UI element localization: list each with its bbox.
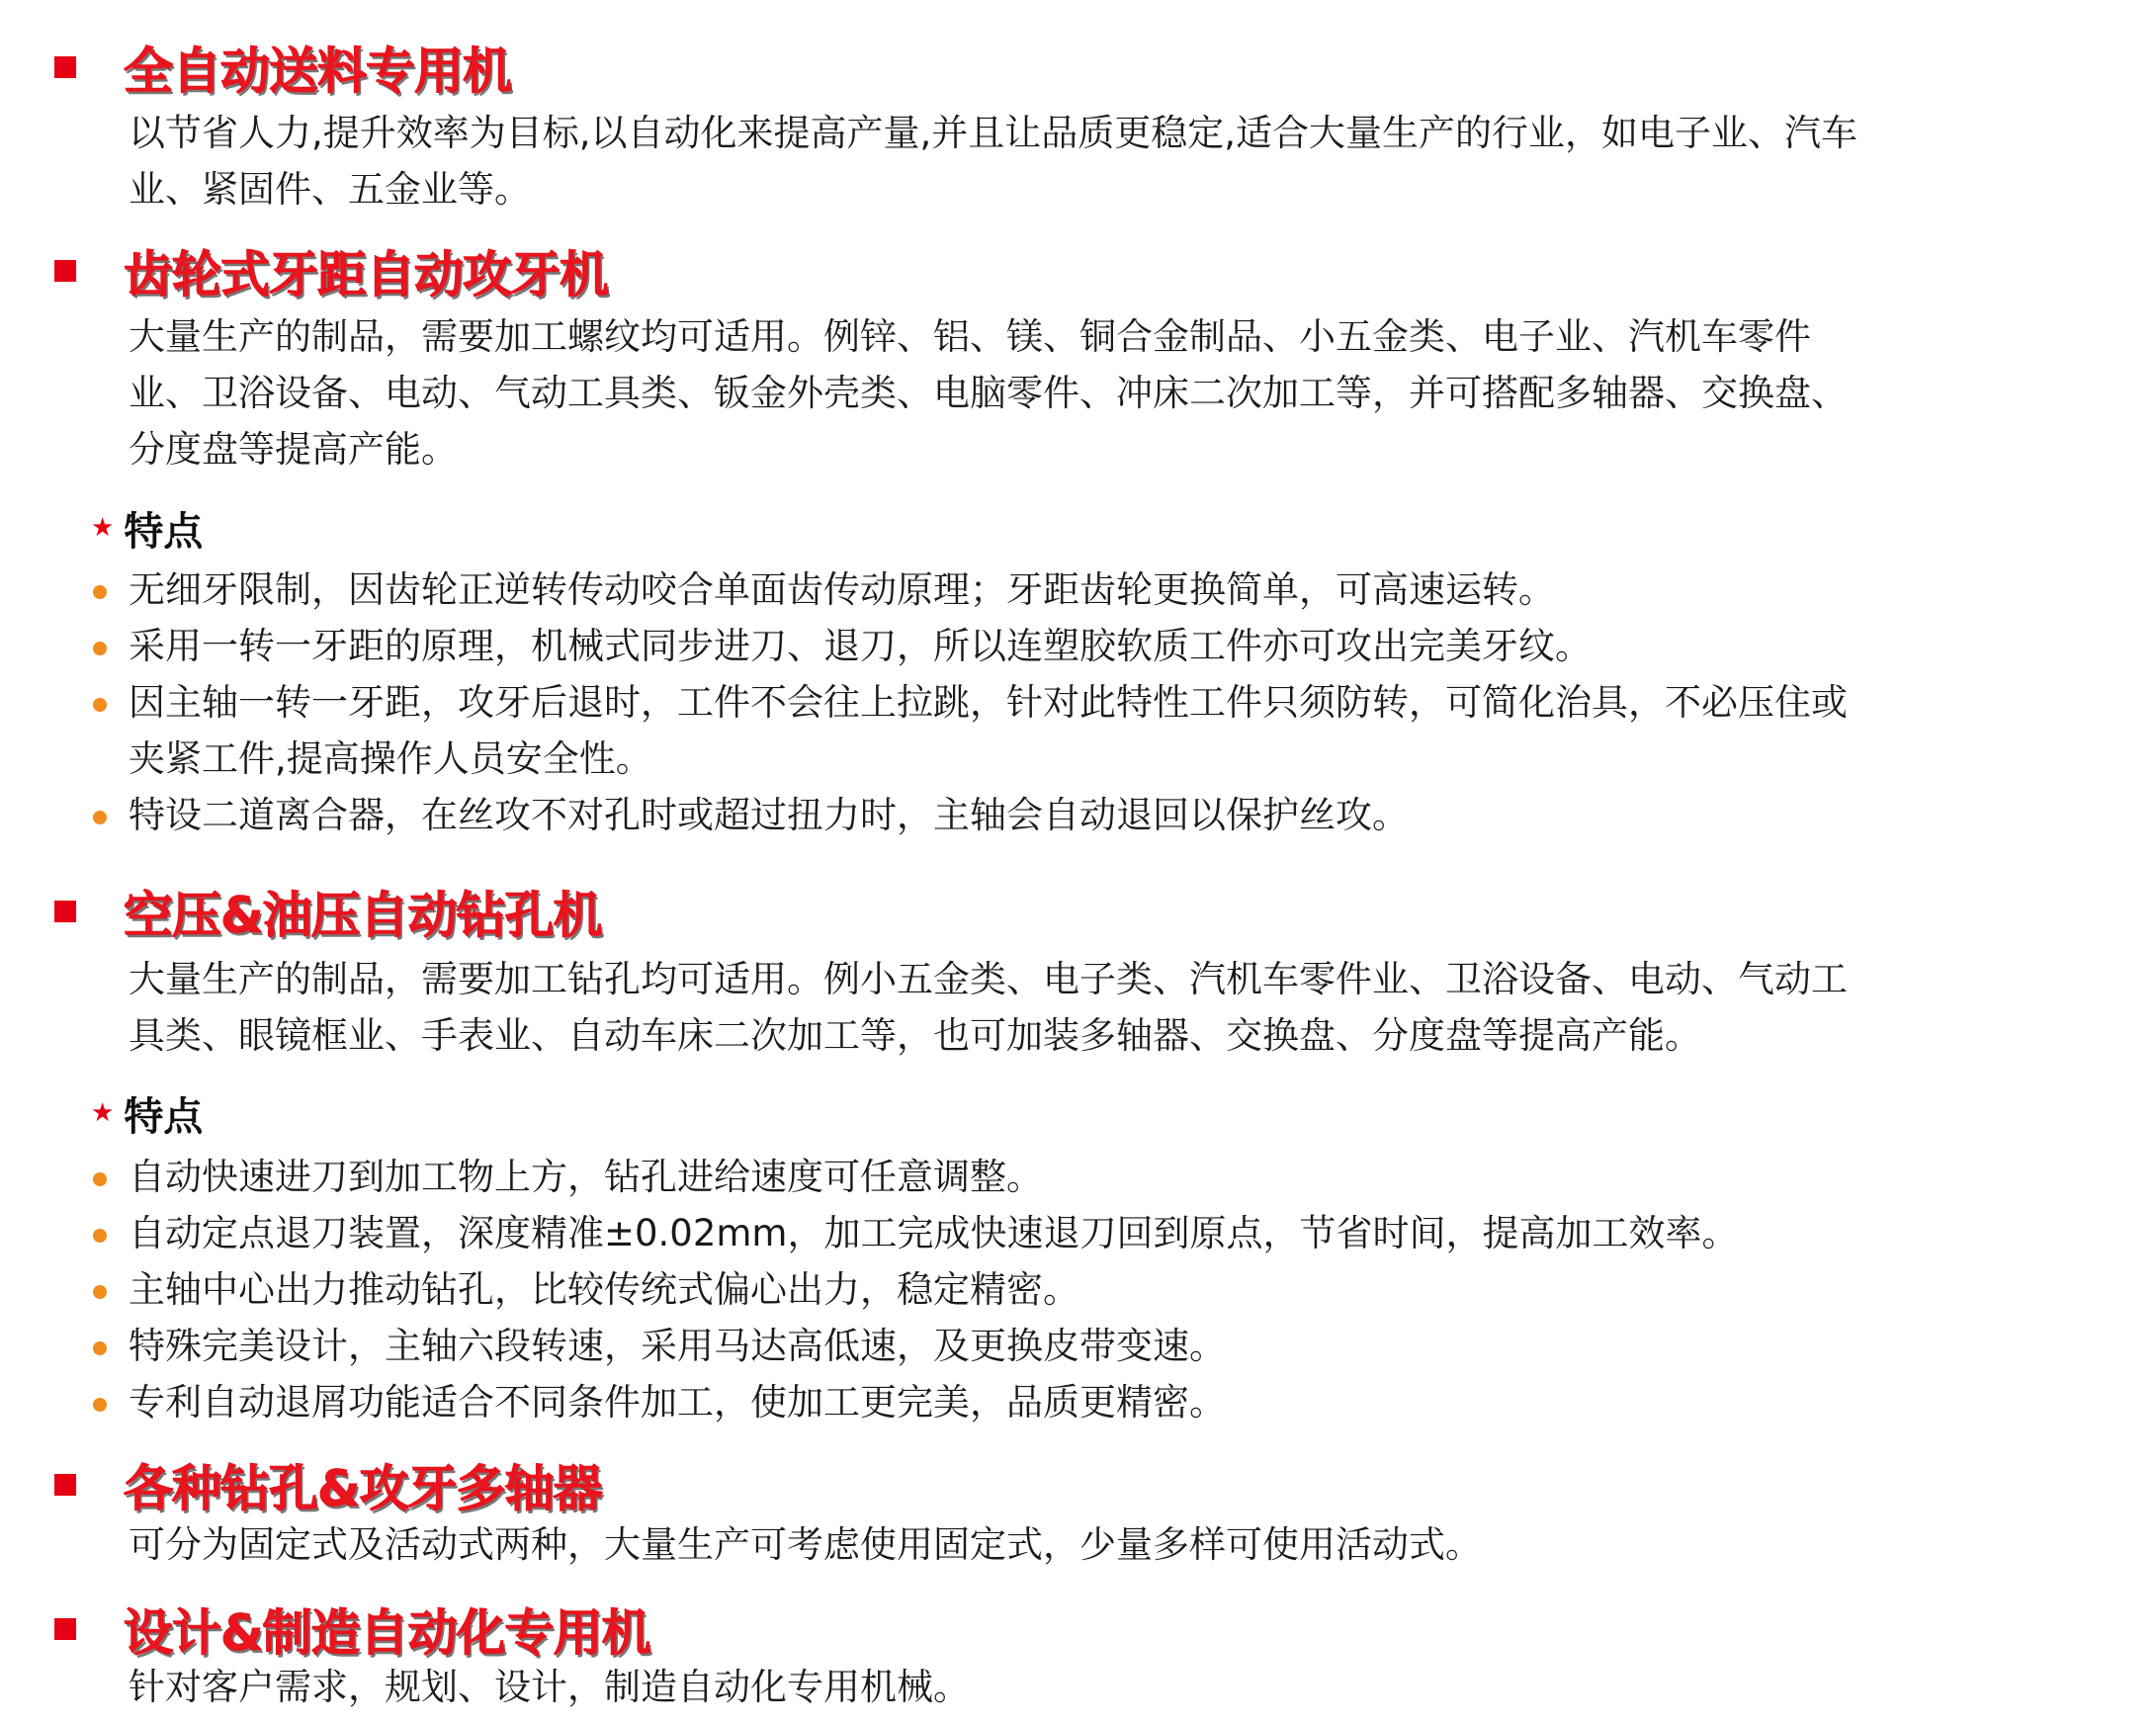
dot-bullet-icon xyxy=(93,585,107,599)
dot-bullet-icon xyxy=(93,811,107,824)
description-line: 可分为固定式及活动式两种，大量生产可考虑使用固定式，少量多样可使用活动式。 xyxy=(129,1523,1482,1566)
section-description xyxy=(129,1659,2066,1715)
section-title: 齿轮式牙距自动攻牙机 xyxy=(124,246,608,303)
features-title: 特点 xyxy=(124,508,204,555)
feature-text: 特设二道离合器，在丝攻不对孔时或超过扭力时，主轴会自动退回以保护丝攻。 xyxy=(129,794,1409,836)
description-line: 业、卫浴设备、电动、气动工具类、钣金外壳类、电脑零件、冲床二次加工等，并可搭配多轴器、交换盘、 xyxy=(129,372,1848,414)
feature-item xyxy=(91,1261,2068,1318)
section-title: 空压&油压自动钻孔机 xyxy=(124,887,602,944)
dot-bullet-icon xyxy=(93,1229,107,1243)
star-icon: ★ xyxy=(91,1098,115,1128)
section-header-custom-automation xyxy=(54,1597,650,1661)
star-icon: ★ xyxy=(91,513,115,543)
description-line: 针对客户需求，规划、设计，制造自动化专用机械。 xyxy=(129,1666,970,1708)
feature-item xyxy=(91,561,2068,618)
feature-text: 夹紧工件,提高操作人员安全性。 xyxy=(129,737,652,780)
square-bullet-icon xyxy=(54,1618,76,1640)
features-header xyxy=(91,1085,203,1141)
description-line: 业、紧固件、五金业等。 xyxy=(129,168,531,211)
section-description xyxy=(129,105,2066,217)
feature-item xyxy=(91,1318,2068,1374)
section-title: 全自动送料专用机 xyxy=(124,43,511,100)
section-header-multi-spindle xyxy=(54,1453,602,1516)
description-line: 具类、眼镜框业、手表业、自动车床二次加工等，也可加装多轴器、交换盘、分度盘等提高产能。 xyxy=(129,1014,1701,1057)
dot-bullet-icon xyxy=(93,1398,107,1412)
dot-bullet-icon xyxy=(93,642,107,655)
section-title: 各种钻孔&攻牙多轴器 xyxy=(124,1460,602,1517)
description-line: 以节省人力,提升效率为目标,以自动化来提高产量,并且让品质更稳定,适合大量生产的行业，如电子业、汽车 xyxy=(129,112,1858,154)
feature-text: 采用一转一牙距的原理，机械式同步进刀、退刀，所以连塑胶软质工件亦可攻出完美牙纹。 xyxy=(129,625,1592,667)
feature-text: 因主轴一转一牙距，攻牙后退时，工件不会往上拉跳，针对此特性工件只须防转，可简化治具，不必压住或 xyxy=(129,681,1848,724)
section-header-drilling xyxy=(54,880,602,943)
feature-item xyxy=(91,674,2068,787)
section-description xyxy=(129,308,2066,477)
feature-text: 特殊完美设计，主轴六段转速，采用马达高低速，及更换皮带变速。 xyxy=(129,1325,1226,1367)
section-description xyxy=(129,1516,2066,1573)
dot-bullet-icon xyxy=(93,1285,107,1299)
section-title: 设计&制造自动化专用机 xyxy=(124,1604,650,1662)
section-description xyxy=(129,951,2066,1064)
features-header xyxy=(91,500,203,556)
feature-item xyxy=(91,1205,2068,1261)
feature-item xyxy=(91,618,2068,674)
dot-bullet-icon xyxy=(93,1172,107,1186)
feature-item xyxy=(91,1149,2068,1205)
dot-bullet-icon xyxy=(93,1341,107,1355)
features-title: 特点 xyxy=(124,1093,204,1140)
square-bullet-icon xyxy=(54,56,76,78)
square-bullet-icon xyxy=(54,260,76,282)
description-line: 大量生产的制品，需要加工螺纹均可适用。例锌、铝、镁、铜合金制品、小五金类、电子业、汽机车零件 xyxy=(129,315,1811,358)
description-line: 分度盘等提高产能。 xyxy=(129,428,458,471)
description-line: 大量生产的制品，需要加工钻孔均可适用。例小五金类、电子类、汽机车零件业、卫浴设备、电动、气动工 xyxy=(129,958,1848,1000)
feature-text: 主轴中心出力推动钻孔，比较传统式偏心出力，稳定精密。 xyxy=(129,1268,1079,1311)
feature-item xyxy=(91,1374,2068,1430)
feature-text: 自动快速进刀到加工物上方，钻孔进给速度可任意调整。 xyxy=(129,1156,1043,1198)
feature-item xyxy=(91,787,2068,843)
dot-bullet-icon xyxy=(93,698,107,712)
feature-text: 自动定点退刀装置，深度精准±0.02mm，加工完成快速退刀回到原点，节省时间，提高加工效率。 xyxy=(129,1212,1739,1254)
section-header-gear-tapping xyxy=(54,239,608,302)
feature-text: 专利自动退屑功能适合不同条件加工，使加工更完美，品质更精密。 xyxy=(129,1381,1226,1423)
section-header-auto-feed xyxy=(54,36,511,99)
square-bullet-icon xyxy=(54,901,76,922)
feature-text: 无细牙限制，因齿轮正逆转传动咬合单面齿传动原理；牙距齿轮更换简单，可高速运转。 xyxy=(129,568,1555,611)
square-bullet-icon xyxy=(54,1474,76,1496)
